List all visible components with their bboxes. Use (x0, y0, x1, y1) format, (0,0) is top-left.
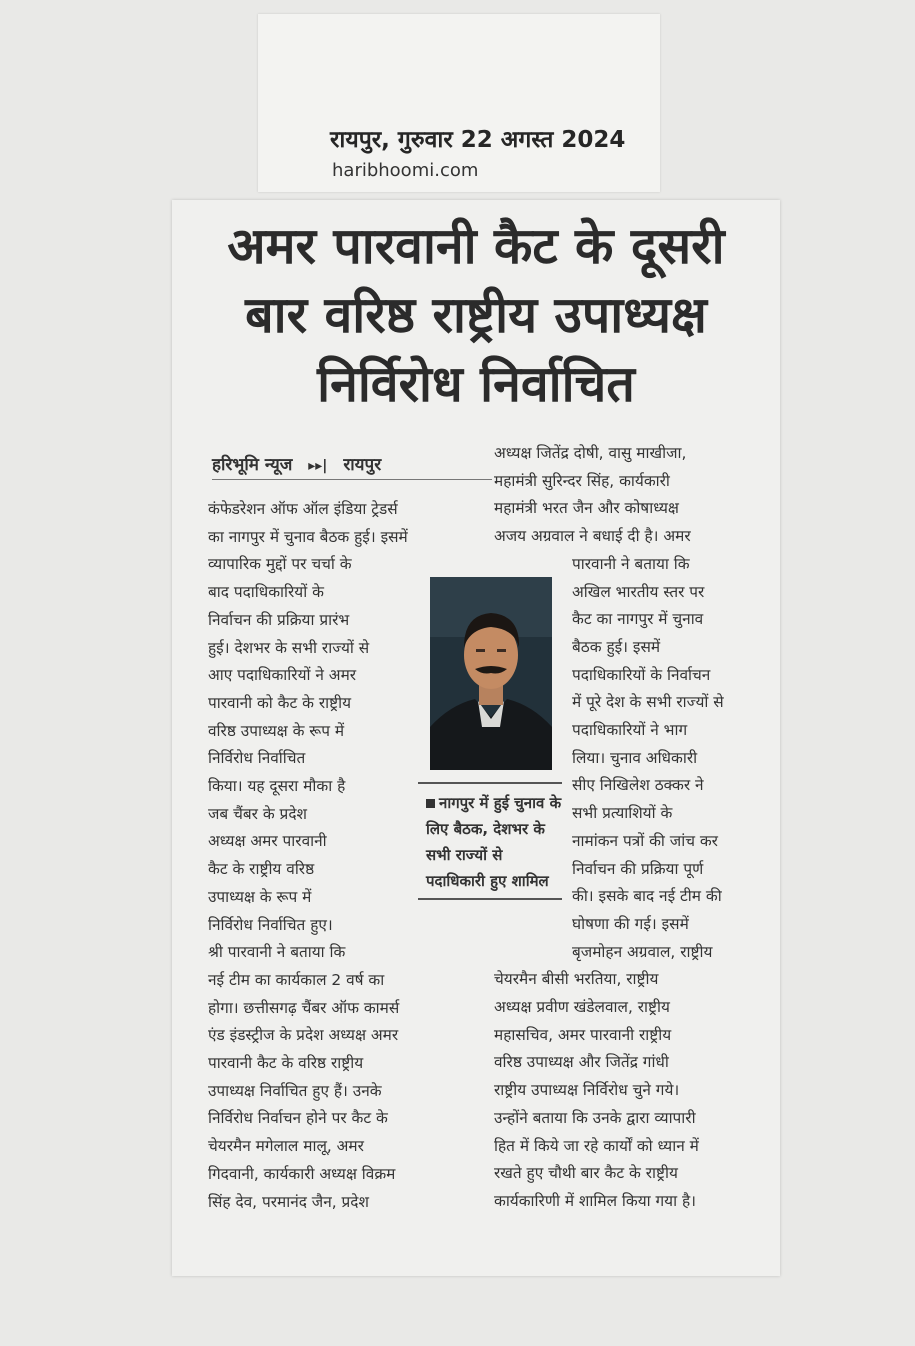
text-line: निर्विरोध निर्वाचित हुए। (208, 915, 333, 934)
text-line: वरिष्ठ उपाध्यक्ष और जितेंद्र गांधी (494, 1053, 669, 1072)
text-line: एंड इंडस्ट्रीज के प्रदेश अध्यक्ष अमर (208, 1026, 399, 1045)
text-line: अध्यक्ष जितेंद्र दोषी, वासु माखीजा, (494, 444, 687, 462)
text-line: उपाध्यक्ष निर्वाचित हुए हैं। उनके (208, 1081, 382, 1100)
text-line: निर्वाचन की प्रक्रिया प्रारंभ (208, 610, 350, 629)
text-line: व्यापारिक मुद्दों पर चर्चा के (208, 555, 352, 574)
text-line: अजय अग्रवाल ने बधाई दी है। अमर (494, 527, 691, 546)
text-line: बैठक हुई। इसमें (572, 637, 661, 656)
article-clipping (172, 200, 780, 1276)
headline-line: निर्विरोध निर्वाचित (317, 355, 635, 413)
text-line: बृजमोहन अग्रवाल, राष्ट्रीय (572, 942, 713, 961)
text-line: कैट का नागपुर में चुनाव (572, 610, 704, 629)
headline-line: अमर पारवानी कैट के दूसरी (227, 217, 725, 275)
text-line: महासचिव, अमर पारवानी राष्ट्रीय (494, 1025, 672, 1044)
byline-arrow-icon: ▸▸| (308, 458, 328, 474)
text-line: पारवानी ने बताया कि (572, 554, 690, 573)
bullet-square-icon (426, 799, 435, 808)
photo-caption: नागपुर में हुई चुनाव के लिए बैठक, देशभर के सभी राज्यों से पदाधिकारी हुए शामिल (418, 782, 562, 900)
text-line: का नागपुर में चुनाव बैठक हुई। इसमें (208, 527, 408, 546)
text-line: हित में किये जा रहे कार्यों को ध्यान में (494, 1136, 699, 1155)
text-line: राष्ट्रीय उपाध्यक्ष निर्विरोध चुने गये। (494, 1081, 680, 1100)
text-line: पारवानी कैट के वरिष्ठ राष्ट्रीय (208, 1054, 364, 1073)
text-line: महामंत्री भरत जैन और कोषाध्यक्ष (494, 499, 679, 518)
text-line: पदाधिकारियों ने भाग (572, 721, 688, 740)
headline (172, 212, 780, 419)
text-line: होगा। छत्तीसगढ़ चैंबर ऑफ कामर्स (208, 998, 400, 1017)
portrait-photo (430, 577, 552, 770)
byline (212, 452, 492, 480)
text-line: सभी प्रत्याशियों के (572, 804, 673, 823)
text-line: घोषणा की गई। इसमें (572, 914, 689, 933)
text-line: महामंत्री सुरिन्दर सिंह, कार्यकारी (494, 471, 670, 490)
text-line: रखते हुए चौथी बार कैट के राष्ट्रीय (494, 1164, 678, 1183)
text-line: चेयरमैन मगेलाल मालू, अमर (208, 1137, 364, 1156)
text-line: पारवानी को कैट के राष्ट्रीय (208, 693, 352, 712)
text-line: नई टीम का कार्यकाल 2 वर्ष का (208, 970, 385, 989)
text-line: बाद पदाधिकारियों के (208, 583, 324, 602)
text-line: जब चैंबर के प्रदेश (208, 804, 307, 823)
text-line: निर्विरोध निर्वाचन होने पर कैट के (208, 1109, 388, 1128)
portrait-image (430, 577, 552, 770)
text-line: कार्यकारिणी में शामिल किया गया है। (494, 1191, 696, 1210)
text-line: वरिष्ठ उपाध्यक्ष के रूप में (208, 721, 345, 740)
byline-source: हरिभूमि न्यूज (212, 455, 293, 475)
text-line: नामांकन पत्रों की जांच कर (572, 831, 718, 850)
text-line: में पूरे देश के सभी राज्यों से (572, 693, 724, 712)
text-line: किया। यह दूसरा मौका है (208, 777, 346, 796)
text-line: अखिल भारतीय स्तर पर (572, 582, 705, 601)
text-line: सिंह देव, परमानंद जैन, प्रदेश (208, 1192, 369, 1211)
text-line: कंफेडरेशन ऑफ ऑल इंडिया ट्रेडर्स (208, 500, 398, 518)
date-line: रायपुर, गुरुवार 22 अगस्त 2024 (330, 127, 626, 153)
text-line: आए पदाधिकारियों ने अमर (208, 666, 357, 685)
text-line: पदाधिकारियों के निर्वाचन (572, 665, 711, 684)
text-line: की। इसके बाद नई टीम की (572, 887, 722, 906)
byline-place: रायपुर (343, 455, 382, 475)
text-line: लिया। चुनाव अधिकारी (572, 748, 698, 767)
text-line: कैट के राष्ट्रीय वरिष्ठ (208, 860, 315, 879)
text-line: अध्यक्ष अमर पारवानी (208, 832, 327, 851)
newspaper-masthead (258, 14, 660, 192)
website-url: haribhoomi.com (332, 160, 479, 181)
text-line: अध्यक्ष प्रवीण खंडेलवाल, राष्ट्रीय (494, 998, 670, 1017)
text-line: निर्विरोध निर्वाचित (208, 749, 306, 768)
text-line: गिदवानी, कार्यकारी अध्यक्ष विक्रम (208, 1164, 396, 1183)
text-line: सीए निखिलेश ठक्कर ने (572, 776, 704, 795)
text-line: उपाध्यक्ष के रूप में (208, 887, 312, 906)
headline-line: बार वरिष्ठ राष्ट्रीय उपाध्यक्ष (245, 286, 707, 344)
text-line: उन्होंने बताया कि उनके द्वारा व्यापारी (494, 1108, 696, 1127)
text-line: श्री पारवानी ने बताया कि (208, 943, 346, 962)
text-line: हुई। देशभर के सभी राज्यों से (208, 638, 370, 657)
text-line: चेयरमैन बीसी भरतिया, राष्ट्रीय (494, 970, 659, 989)
text-line: निर्वाचन की प्रक्रिया पूर्ण (572, 859, 704, 878)
